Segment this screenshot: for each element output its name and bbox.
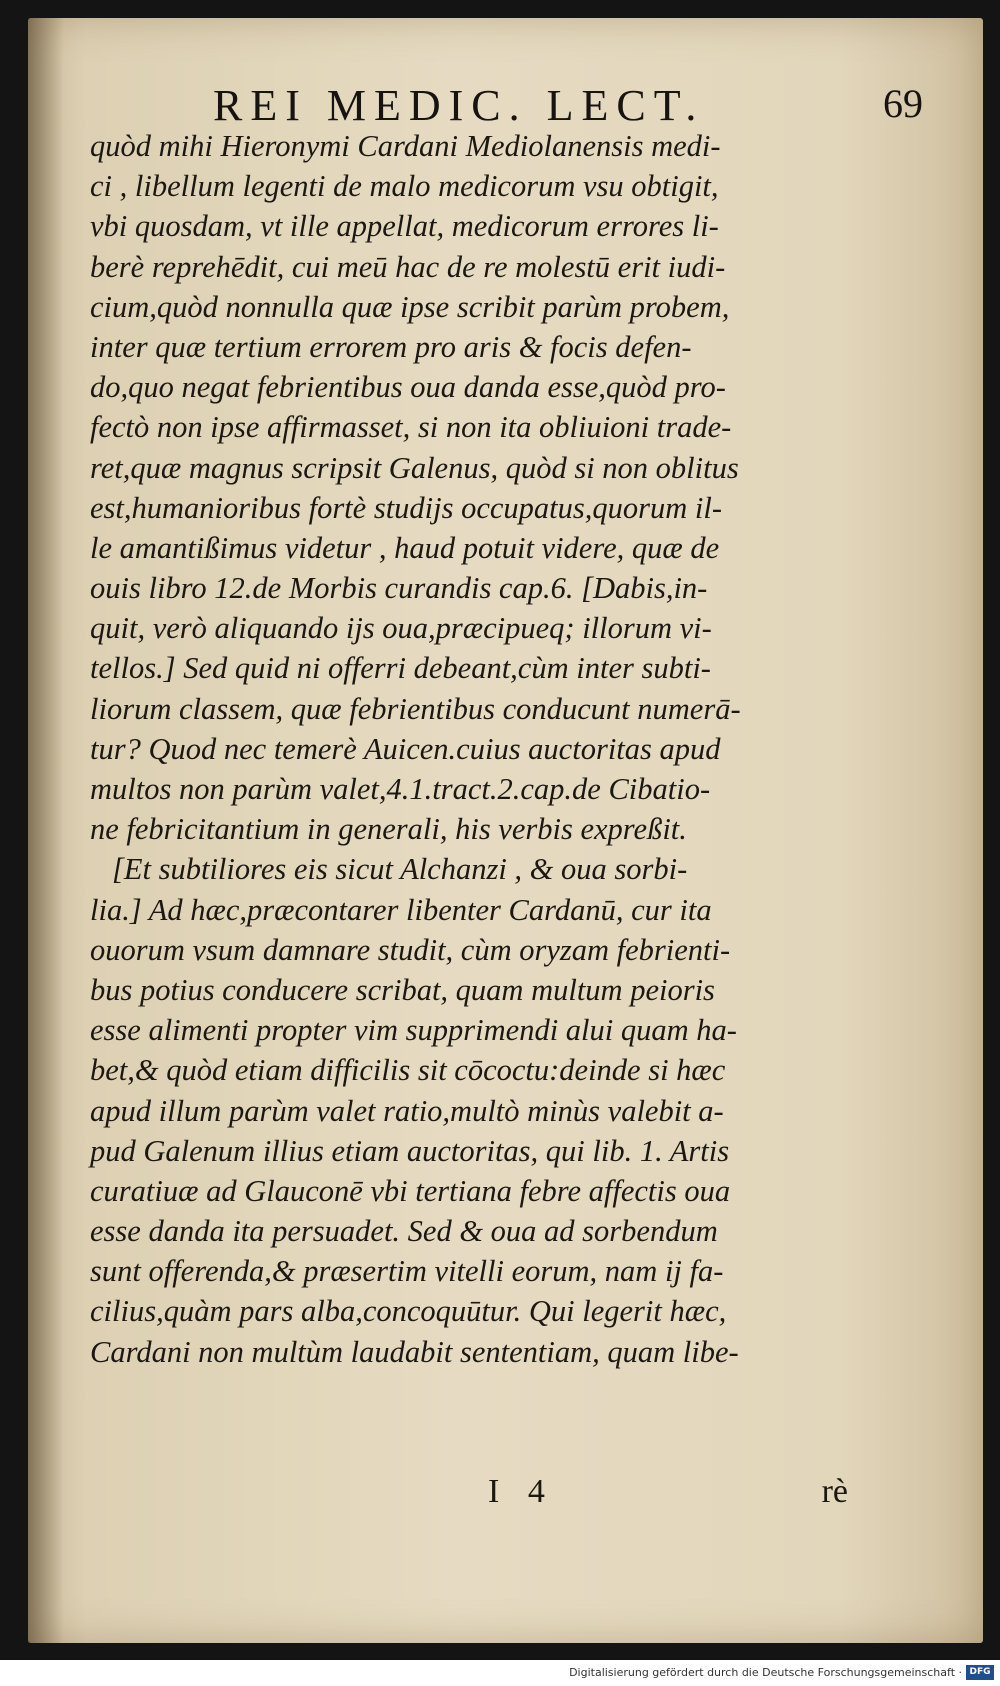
catchword: rè bbox=[821, 1473, 848, 1510]
text-line: bus potius conducere scribat, quam multum peioris bbox=[90, 972, 715, 1007]
text-line: berè reprehēdit, cui meū hac de re molestū erit iudi- bbox=[90, 249, 726, 284]
text-line: Cardani non multùm laudabit sententiam, quam libe- bbox=[90, 1334, 739, 1369]
text-line: sunt offerenda,& præsertim vitelli eorum, nam ij fa- bbox=[90, 1254, 724, 1289]
text-line: [Et subtiliores eis sicut Alchanzi , & oua sorbi- bbox=[112, 852, 688, 887]
text-line: tur? Quod nec temerè Auicen.cuius auctoritas apud bbox=[90, 731, 721, 766]
text-line: lia.] Ad hæc,præcontarer libenter Cardanū, cur ita bbox=[90, 892, 712, 927]
text-line: quòd mihi Hieronymi Cardani Mediolanensis medi- bbox=[90, 129, 721, 163]
digitization-footer bbox=[0, 1660, 1000, 1686]
text-line: pud Galenum illius etiam auctoritas, qui lib. 1. Artis bbox=[90, 1133, 730, 1168]
text-line: ne febricitantium in generali, his verbis expreßit. bbox=[90, 812, 687, 847]
signature-mark: I 4 bbox=[488, 1473, 555, 1510]
text-line: do,quo negat febrientibus oua danda esse,quòd pro- bbox=[90, 370, 726, 405]
text-line: multos non parùm valet,4.1.tract.2.cap.de Cibatio- bbox=[90, 772, 711, 806]
text-line: ret,quæ magnus scripsit Galenus, quòd si non oblitus bbox=[90, 450, 739, 485]
text-line: ouorum vsum damnare studit, cùm oryzam febrienti- bbox=[90, 932, 731, 967]
text-line: esse danda ita persuadet. Sed & oua ad sorbendum bbox=[90, 1214, 718, 1249]
text-line: cilius,quàm pars alba,concoquūtur. Qui legerit hæc, bbox=[90, 1294, 727, 1329]
text-line: quit, verò aliquando ijs oua,præcipueq; illorum vi- bbox=[90, 611, 712, 646]
funding-credit: Digitalisierung gefördert durch die Deutsche Forschungsgemeinschaft · bbox=[569, 1666, 962, 1679]
text-line: ouis libro 12.de Morbis curandis cap.6. [Dabis,in- bbox=[90, 571, 708, 606]
text-line: curatiuæ ad Glauconē vbi tertiana febre affectis oua bbox=[90, 1173, 731, 1208]
running-title: REI MEDIC. LECT. bbox=[213, 81, 705, 130]
signature-row bbox=[488, 1473, 848, 1523]
text-line: cium,quòd nonnulla quæ ipse scribit parùm probem, bbox=[90, 289, 730, 324]
body-text bbox=[90, 126, 900, 1372]
text-line: inter quæ tertium errorem pro aris & focis defen- bbox=[90, 329, 692, 364]
text-line: est,humanioribus fortè studijs occupatus,quorum il- bbox=[90, 490, 723, 525]
dfg-logo-icon: DFG bbox=[966, 1665, 994, 1680]
gutter-shadow bbox=[28, 18, 64, 1643]
text-line: apud illum parùm valet ratio,multò minùs valebit a- bbox=[90, 1093, 724, 1128]
text-line: bet,& quòd etiam difficilis sit cōcoctu:deinde si hæc bbox=[90, 1053, 726, 1088]
text-line: le amantißimus videtur , haud potuit videre, quæ de bbox=[90, 530, 720, 565]
text-line: vbi quosdam, vt ille appellat, medicorum errores li- bbox=[90, 209, 719, 244]
running-head bbox=[213, 80, 923, 130]
page-number: 69 bbox=[883, 81, 923, 126]
text-line: esse alimenti propter vim supprimendi alui quam ha- bbox=[90, 1013, 737, 1048]
book-page bbox=[28, 18, 983, 1643]
text-line: fectò non ipse affirmasset, si non ita obliuioni trade- bbox=[90, 410, 732, 445]
text-line: ci , libellum legenti de malo medicorum vsu obtigit, bbox=[90, 169, 719, 204]
text-line: liorum classem, quæ febrientibus conducunt numerā- bbox=[90, 691, 741, 726]
text-line: tellos.] Sed quid ni offerri debeant,cùm inter subti- bbox=[90, 651, 711, 686]
